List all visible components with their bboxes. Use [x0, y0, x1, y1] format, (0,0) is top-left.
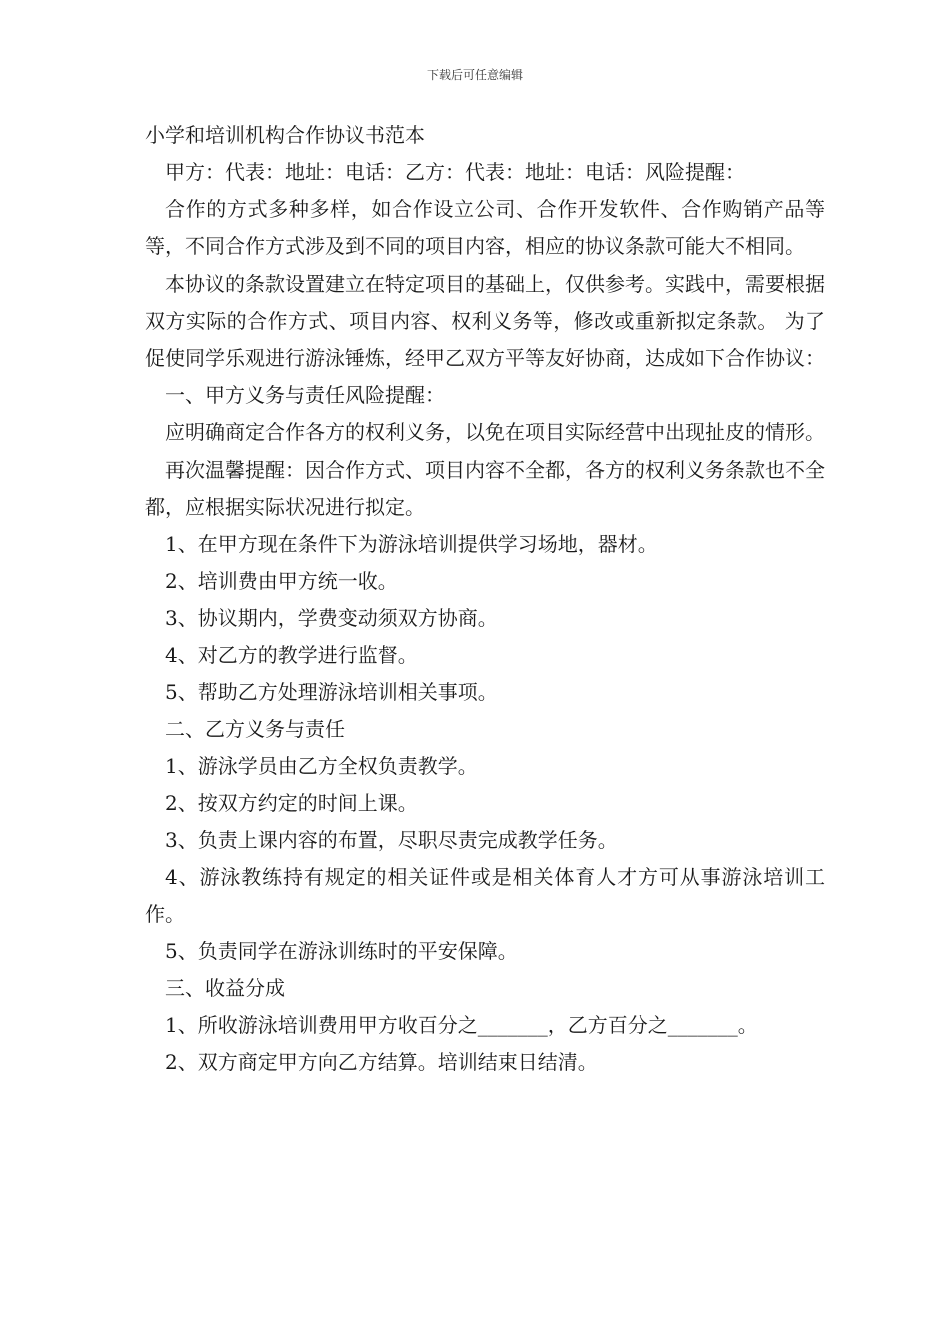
list-item: 2、按双方约定的时间上课。 [165, 791, 418, 815]
paragraph-parties: 甲方：代表：地址：电话：乙方：代表：地址：电话：风险提醒： [165, 160, 745, 184]
list-item: 2、双方商定甲方向乙方结算。培训结束日结清。 [165, 1050, 598, 1074]
list-item: 1、在甲方现在条件下为游泳培训提供学习场地，器材。 [165, 532, 658, 556]
section-heading-party-a: 一、甲方义务与责任风险提醒： [165, 383, 445, 407]
document-title: 小学和培训机构合作协议书范本 [145, 123, 425, 147]
list-item: 3、负责上课内容的布置，尽职尽责完成教学任务。 [165, 828, 618, 852]
paragraph-cooperation-forms: 合作的方式多种多样，如合作设立公司、合作开发软件、合作购销产品等等，不同合作方式涉及到不同的项目内容，相应的协议条款可能大不相同。 [145, 197, 825, 258]
list-item: 5、负责同学在游泳训练时的平安保障。 [165, 939, 518, 963]
header-note: 下载后可任意编辑 [426, 68, 523, 82]
paragraph-rights-note: 应明确商定合作各方的权利义务，以免在项目实际经营中出现扯皮的情形。 [165, 420, 825, 444]
document-body [145, 116, 825, 1081]
list-item: 1、所收游泳培训费用甲方收百分之_______，乙方百分之_______。 [165, 1013, 758, 1037]
section-heading-revenue: 三、收益分成 [165, 976, 285, 1000]
paragraph-reminder: 再次温馨提醒：因合作方式、项目内容不全都，各方的权利义务条款也不全都，应根据实际状况进行拟定。 [145, 458, 825, 519]
list-item: 3、协议期内，学费变动须双方协商。 [165, 606, 498, 630]
list-item: 4、游泳教练持有规定的相关证件或是相关体育人才方可从事游泳培训工作。 [145, 865, 825, 926]
paragraph-terms-note: 本协议的条款设置建立在特定项目的基础上，仅供参考。实践中，需要根据双方实际的合作方式、项目内容、权利义务等，修改或重新拟定条款。 为了促使同学乐观进行游泳锤炼，经甲乙双方平等友好协商，达成如下合作协议： [145, 272, 825, 370]
section-heading-party-b: 二、乙方义务与责任 [165, 717, 345, 741]
list-item: 2、培训费由甲方统一收。 [165, 569, 398, 593]
list-item: 5、帮助乙方处理游泳培训相关事项。 [165, 680, 498, 704]
list-item: 4、对乙方的教学进行监督。 [165, 643, 418, 667]
list-item: 1、游泳学员由乙方全权负责教学。 [165, 754, 478, 778]
